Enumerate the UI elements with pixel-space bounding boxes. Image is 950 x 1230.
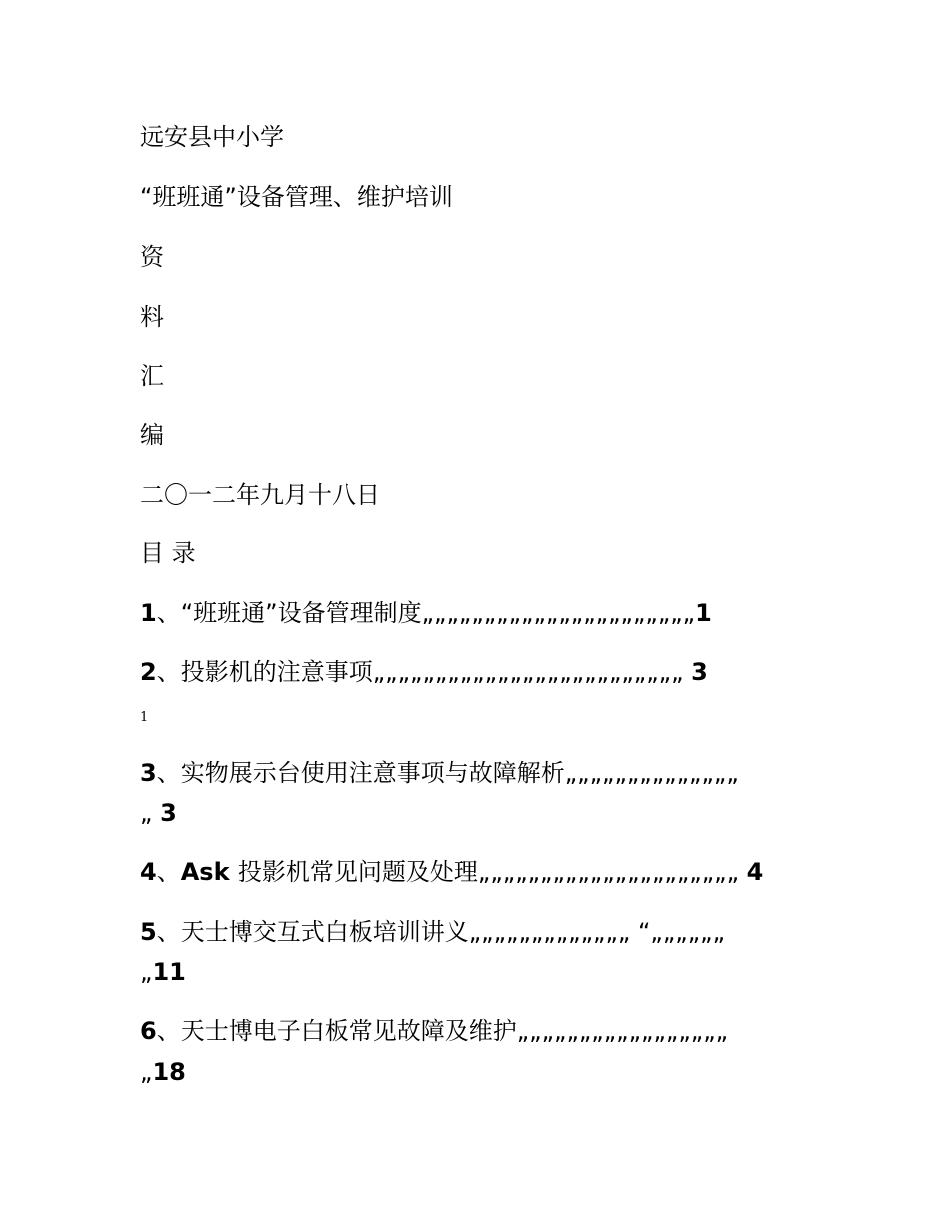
toc-entry-leader-continued: „ (140, 958, 153, 986)
toc-entry-number: 5 (140, 918, 157, 946)
document-title: “班班通”设备管理、维护培训 (140, 183, 453, 211)
toc-entry-6[interactable] (140, 1016, 728, 1046)
toc-entry-text: 天士博交互式白板培训讲义 (180, 918, 469, 946)
toc-entry-text: 投影机常见问题及处理 (237, 858, 478, 886)
toc-entry-number: 1 (140, 599, 157, 627)
toc-entry-page: 3 (160, 799, 177, 827)
toc-entry-page: 18 (152, 1058, 186, 1086)
toc-entry-separator: 、 (156, 759, 181, 787)
toc-entry-5[interactable] (140, 917, 725, 947)
toc-entry-text: 投影机的注意事项 (180, 658, 373, 686)
footnote-marker: 1 (140, 710, 149, 725)
toc-entry-page: 1 (695, 599, 712, 627)
toc-entry-number: 2 (140, 658, 157, 686)
toc-entry-number: 3 (140, 759, 157, 787)
toc-entry-number: 4 (140, 858, 157, 886)
toc-entry-page: 11 (152, 958, 186, 986)
toc-entry-separator: 、 (156, 599, 181, 627)
toc-entry-leader-continued: „ (140, 1058, 153, 1086)
toc-entry-separator: 、 (156, 658, 181, 686)
toc-entry-page: 3 (691, 658, 708, 686)
toc-entry-page: 4 (746, 858, 764, 886)
toc-entry-leader: „„„„„„„„„„„„„ “„„„„„„ (468, 918, 726, 946)
toc-entry-text: “班班通”设备管理制度 (180, 599, 422, 627)
toc-entry-leader: „„„„„„„„„„„„„„„„„„„„„ (477, 858, 747, 886)
school-name: 远安县中小学 (140, 123, 284, 151)
vertical-char-4: 编 (140, 421, 164, 449)
toc-entry-leader: „„„„„„„„„„„„„„„„„ (516, 1017, 729, 1045)
toc-entry-4[interactable] (140, 857, 763, 887)
toc-heading: 目 录 (140, 539, 196, 567)
toc-entry-text: 天士博电子白板常见故障及维护 (180, 1017, 517, 1045)
toc-entry-text: 实物展示台使用注意事项与故障解析 (180, 759, 565, 787)
toc-entry-number: 6 (140, 1017, 157, 1045)
toc-entry-2[interactable] (140, 657, 708, 687)
toc-entry-separator: 、 (156, 858, 181, 886)
toc-entry-1[interactable] (140, 598, 712, 628)
toc-entry-3[interactable] (140, 758, 739, 788)
toc-entry-3-continuation[interactable] (140, 798, 177, 828)
toc-entry-leader-continued: „ (140, 799, 161, 827)
toc-entry-separator: 、 (156, 1017, 181, 1045)
vertical-char-2: 料 (140, 303, 164, 331)
vertical-char-1: 资 (140, 243, 164, 271)
toc-entry-leader: „„„„„„„„„„„„„„ (564, 759, 739, 787)
toc-entry-leader: „„„„„„„„„„„„„„„„„„„„„„„„„ (372, 658, 692, 686)
vertical-char-3: 汇 (140, 362, 164, 390)
toc-entry-brand: Ask (180, 858, 238, 886)
toc-entry-separator: 、 (156, 918, 181, 946)
document-date: 二〇一二年九月十八日 (140, 481, 380, 509)
toc-entry-leader: „„„„„„„„„„„„„„„„„„„„„„ (421, 599, 696, 627)
toc-entry-5-continuation[interactable] (140, 957, 186, 987)
toc-entry-6-continuation[interactable] (140, 1057, 186, 1087)
